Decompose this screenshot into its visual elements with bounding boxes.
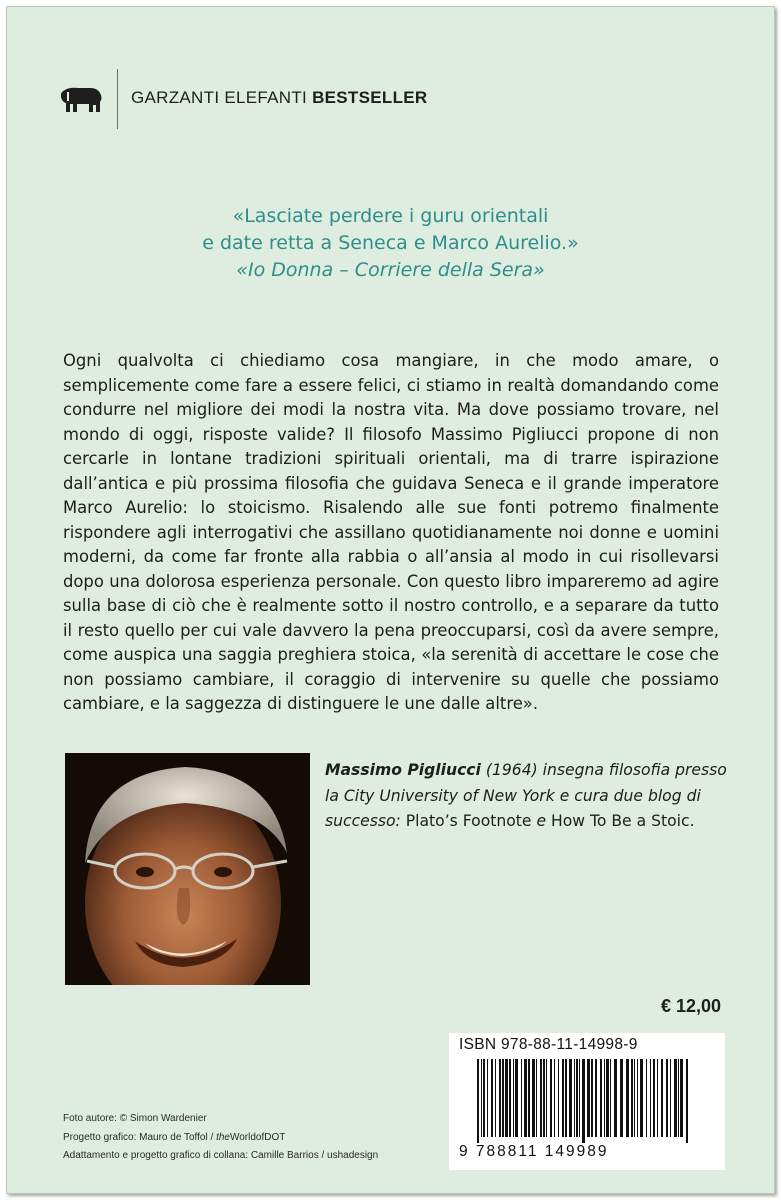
barcode-bar — [491, 1059, 493, 1137]
barcode-bar — [499, 1059, 501, 1137]
barcode-bar — [477, 1059, 479, 1143]
barcode-bar — [524, 1059, 527, 1137]
book-back-cover — [6, 6, 775, 1194]
photo-credit: Foto autore: © Simon Wardenier — [63, 1113, 207, 1124]
barcode-bar — [509, 1059, 511, 1137]
barcode-bar — [634, 1059, 635, 1137]
series-bestseller-label: BESTSELLER — [312, 88, 428, 107]
adaptation-credit: Adattamento e progetto grafico di collana: Camille Barrios / ushadesign — [63, 1150, 379, 1161]
barcode-bar — [626, 1059, 629, 1137]
quote-line-1: «Lasciate perdere i guru orientali — [232, 205, 549, 227]
author-bio — [325, 758, 735, 835]
barcode-bar — [505, 1059, 508, 1137]
header-divider — [117, 69, 118, 129]
barcode-bar — [550, 1059, 552, 1137]
barcode-bar — [528, 1059, 530, 1137]
barcode-bar — [653, 1059, 655, 1137]
barcode-bar — [591, 1059, 593, 1137]
barcode-bar — [495, 1059, 496, 1137]
author-photo — [65, 753, 310, 985]
design-credit-prefix: Progetto grafico: Mauro de Toffol / — [63, 1131, 217, 1143]
barcode-bar — [536, 1059, 537, 1137]
barcode-bar — [600, 1059, 602, 1137]
barcode-bar — [680, 1059, 683, 1137]
barcode-bar — [595, 1059, 597, 1137]
barcode-bar — [521, 1059, 522, 1137]
barcode-bar — [650, 1059, 651, 1137]
barcode-bar — [610, 1059, 611, 1137]
barcode-bar — [631, 1059, 633, 1137]
barcode-digits: 9 788811 149989 — [459, 1143, 609, 1160]
barcode-bar — [569, 1059, 572, 1137]
barcode-bar — [678, 1059, 679, 1137]
barcode-bar — [587, 1059, 590, 1137]
barcode-bar — [614, 1059, 617, 1137]
barcode-bar — [606, 1059, 609, 1137]
barcode-bar — [540, 1059, 542, 1137]
barcode-bar — [579, 1059, 580, 1137]
author-portrait-illustration — [65, 753, 310, 985]
blog-name-2: How To Be a Stoic. — [551, 812, 695, 830]
elephant-icon — [59, 87, 103, 113]
barcode-bar — [646, 1059, 647, 1137]
author-name: Massimo Pigliucci — [325, 761, 481, 779]
barcode-bar — [532, 1059, 535, 1137]
barcode-bar — [674, 1059, 677, 1137]
bio-connector: e — [531, 812, 551, 830]
barcode-bar — [554, 1059, 555, 1137]
barcode-bar — [543, 1059, 545, 1137]
barcode-bar — [487, 1059, 488, 1137]
barcode-icon — [477, 1059, 697, 1143]
bio-text: (1964) insegna filosofia presso la City University of New York e cura due blog di successo: — [325, 761, 727, 830]
design-credit-the: the — [216, 1131, 230, 1143]
quote-line-2: e date retta a Seneca e Marco Aurelio.» — [202, 232, 579, 254]
barcode-bar — [481, 1059, 482, 1137]
series-header — [59, 69, 559, 129]
design-credit — [63, 1129, 378, 1148]
barcode-bar — [657, 1059, 658, 1137]
barcode-bar — [582, 1059, 585, 1143]
design-credit-world: Worldof — [229, 1131, 265, 1143]
series-name: GARZANTI ELEFANTI — [131, 88, 308, 107]
blog-name-1: Plato’s Footnote — [405, 812, 532, 830]
barcode-bar — [513, 1059, 514, 1137]
book-blurb: Ogni qualvolta ci chiediamo cosa mangiare, in che modo amare, o semplicemente come fare a essere felici, ci stiamo in realtà domandando come condurre nel migliore dei modi la nostra vita. Ma dove possiamo trovare, nel mondo di oggi, risposte valide? Il filosofo Massimo Pigliucci propone di non cercarle in lontane tradizioni spirituali orientali, ma di trarre ispirazione dall’antica e più prossima filosofia che guidava Seneca e il grande imperatore Marco Aurelio: lo stoicismo. Risalendo alle sue fonti potremo finalmente rispondere agli interrogativi che assillano quotidianamente noi donne e uomini moderni, da come far fronte alla rabbia o all’ansia al modo in cui risollevarsi dopo una dolorosa esperienza personale. Con questo libro impareremo ad agire sulla base di ciò che è realmente sotto il nostro controllo, e a separare da tutto il resto quello per cui vale davvero la pena preoccuparsi, così da avere sempre, come auspica una saggia preghiera stoica, «la serenità di accettare le cose che non possiamo cambiare, il coraggio di intervenire su quelle che possiamo cambiare, e la saggezza di distinguere le une dalle altre». — [63, 351, 719, 713]
quote-source: «Io Donna – Corriere della Sera» — [236, 259, 545, 281]
barcode-bar — [576, 1059, 578, 1137]
barcode-bar — [640, 1059, 643, 1137]
barcode-panel — [449, 1033, 725, 1170]
isbn-number: ISBN 978-88-11-14998-9 — [459, 1036, 638, 1053]
barcode-bar — [574, 1059, 575, 1137]
design-credit-dot: DOT — [264, 1131, 286, 1143]
barcode-bar — [546, 1059, 547, 1137]
barcode-bar — [483, 1059, 485, 1137]
barcode-bar — [666, 1059, 668, 1137]
barcode-bar — [604, 1059, 605, 1137]
barcode-bar — [558, 1059, 559, 1137]
barcode-bar — [620, 1059, 623, 1137]
press-quote — [7, 203, 774, 284]
barcode-bar — [515, 1059, 518, 1137]
price-label: € 12,00 — [660, 996, 721, 1016]
credits — [63, 1110, 378, 1166]
barcode-bar — [670, 1059, 671, 1137]
barcode-bar — [562, 1059, 564, 1137]
series-title — [131, 88, 427, 108]
barcode-bar — [637, 1059, 638, 1137]
barcode-bar — [502, 1059, 504, 1137]
barcode-bar — [661, 1059, 663, 1137]
barcode-bar — [565, 1059, 567, 1137]
barcode-bar — [686, 1059, 688, 1143]
